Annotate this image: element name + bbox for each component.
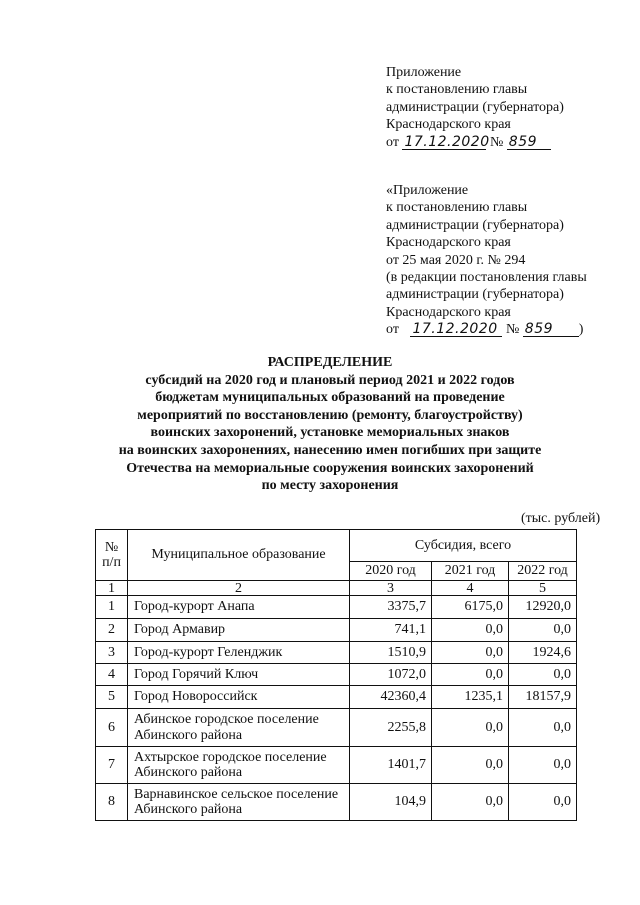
closing-paren: ): [578, 322, 584, 338]
annex-line: администрации (губернатора): [386, 217, 564, 233]
value-2021: 6175,0: [432, 596, 509, 619]
annex-line: к постановлению главы: [386, 200, 528, 216]
value-2021: 1235,1: [432, 686, 509, 709]
value-2020: 1401,7: [350, 747, 432, 784]
value-2020: 1072,0: [350, 664, 432, 686]
value-2022: 0,0: [509, 747, 577, 784]
date-prefix: от: [386, 134, 399, 150]
municipality-name: Город Армавир: [128, 619, 350, 642]
value-2021: 0,0: [432, 642, 509, 664]
row-number: 3: [96, 642, 128, 664]
column-index: 5: [509, 581, 577, 596]
table-row: [96, 686, 577, 709]
subsidy-table: [95, 529, 577, 821]
value-2022: 18157,9: [509, 686, 577, 709]
col-header-year: 2020 год: [350, 562, 432, 581]
table-row: [96, 747, 577, 784]
annex-line: администрации (губернатора): [386, 99, 564, 115]
value-2021: 0,0: [432, 784, 509, 821]
annex-line: администрации (губернатора): [386, 287, 564, 303]
value-2020: 3375,7: [350, 596, 432, 619]
value-2020: 42360,4: [350, 686, 432, 709]
annex-line: Краснодарского края: [386, 117, 511, 133]
title-line: мероприятий по восстановлению (ремонту, благоустройству): [137, 407, 523, 423]
col-header-number: № п/п: [96, 530, 128, 581]
title-line: субсидий на 2020 год и плановый период 2021 и 2022 годов: [145, 372, 515, 388]
municipality-name: Город-курорт Анапа: [128, 596, 350, 619]
municipality-name: Абинское городское поселение Абинского района: [128, 709, 350, 747]
value-2022: 0,0: [509, 619, 577, 642]
annex-line: «Приложение: [386, 183, 469, 198]
column-index: 4: [432, 581, 509, 596]
unit-label: (тыс. рублей): [521, 511, 601, 526]
title-line: бюджетам муниципальных образований на проведение: [155, 390, 505, 406]
number-sign: №: [489, 134, 504, 150]
value-2022: 1924,6: [509, 642, 577, 664]
table-row: [96, 709, 577, 747]
row-number: 7: [96, 747, 128, 784]
col-header-year: 2021 год: [432, 562, 509, 581]
value-2021: 0,0: [432, 619, 509, 642]
annex-amended-header: [386, 182, 587, 339]
handwritten-number: 859: [507, 135, 551, 150]
value-2020: 104,9: [350, 784, 432, 821]
value-2022: 0,0: [509, 784, 577, 821]
value-2022: 0,0: [509, 709, 577, 747]
municipality-name: Город Новороссийск: [128, 686, 350, 709]
col-header-subsidy: Субсидия, всего: [350, 530, 577, 562]
title-line: по месту захоронения: [261, 478, 399, 494]
table-row: [96, 642, 577, 664]
document-title: [80, 354, 580, 495]
annex-line: от 25 мая 2020 г. № 294: [386, 252, 526, 268]
date-prefix: от: [386, 322, 399, 338]
table-row: [96, 596, 577, 619]
table-row: [96, 619, 577, 642]
row-number: 5: [96, 686, 128, 709]
value-2021: 0,0: [432, 747, 509, 784]
row-number: 6: [96, 709, 128, 747]
annex-header: [386, 64, 564, 151]
value-2020: 1510,9: [350, 642, 432, 664]
column-index-row: [96, 581, 577, 596]
municipality-name: Город-курорт Геленджик: [128, 642, 350, 664]
title-line: на воинских захоронениях, нанесению имен погибших при защите: [118, 442, 542, 458]
handwritten-date: 17.12.2020: [410, 322, 502, 337]
column-index: 2: [128, 581, 350, 596]
number-sign: №: [505, 322, 520, 338]
annex-line: (в редакции постановления главы: [386, 270, 587, 286]
annex-line: Краснодарского края: [386, 304, 511, 320]
value-2020: 741,1: [350, 619, 432, 642]
municipality-name: Ахтырское городское поселение Абинского района: [128, 747, 350, 784]
annex-line: Приложение: [386, 65, 462, 80]
value-2022: 0,0: [509, 664, 577, 686]
handwritten-date: 17.12.2020: [404, 133, 490, 150]
col-header-year: 2022 год: [509, 562, 577, 581]
annex-line: Краснодарского края: [386, 235, 511, 251]
annex-line: к постановлению главы: [386, 82, 528, 98]
table-row: [96, 664, 577, 686]
column-index: 1: [96, 581, 128, 596]
value-2022: 12920,0: [509, 596, 577, 619]
handwritten-number: 859: [523, 322, 579, 337]
row-number: 8: [96, 784, 128, 821]
value-2021: 0,0: [432, 709, 509, 747]
title-line: РАСПРЕДЕЛЕНИЕ: [267, 355, 393, 370]
title-line: Отечества на мемориальные сооружения воинских захоронений: [126, 460, 534, 476]
col-header-municipality: Муниципальное образование: [128, 530, 350, 581]
municipality-name: Город Горячий Ключ: [128, 664, 350, 686]
value-2021: 0,0: [432, 664, 509, 686]
row-number: 2: [96, 619, 128, 642]
row-number: 4: [96, 664, 128, 686]
annex-date-line: [386, 134, 564, 151]
row-number: 1: [96, 596, 128, 619]
column-index: 3: [350, 581, 432, 596]
municipality-name: Варнавинское сельское поселение Абинского района: [128, 784, 350, 821]
value-2020: 2255,8: [350, 709, 432, 747]
title-line: воинских захоронений, установке мемориальных знаков: [150, 425, 510, 441]
annex-date-line: [386, 321, 587, 338]
table-row: [96, 784, 577, 821]
